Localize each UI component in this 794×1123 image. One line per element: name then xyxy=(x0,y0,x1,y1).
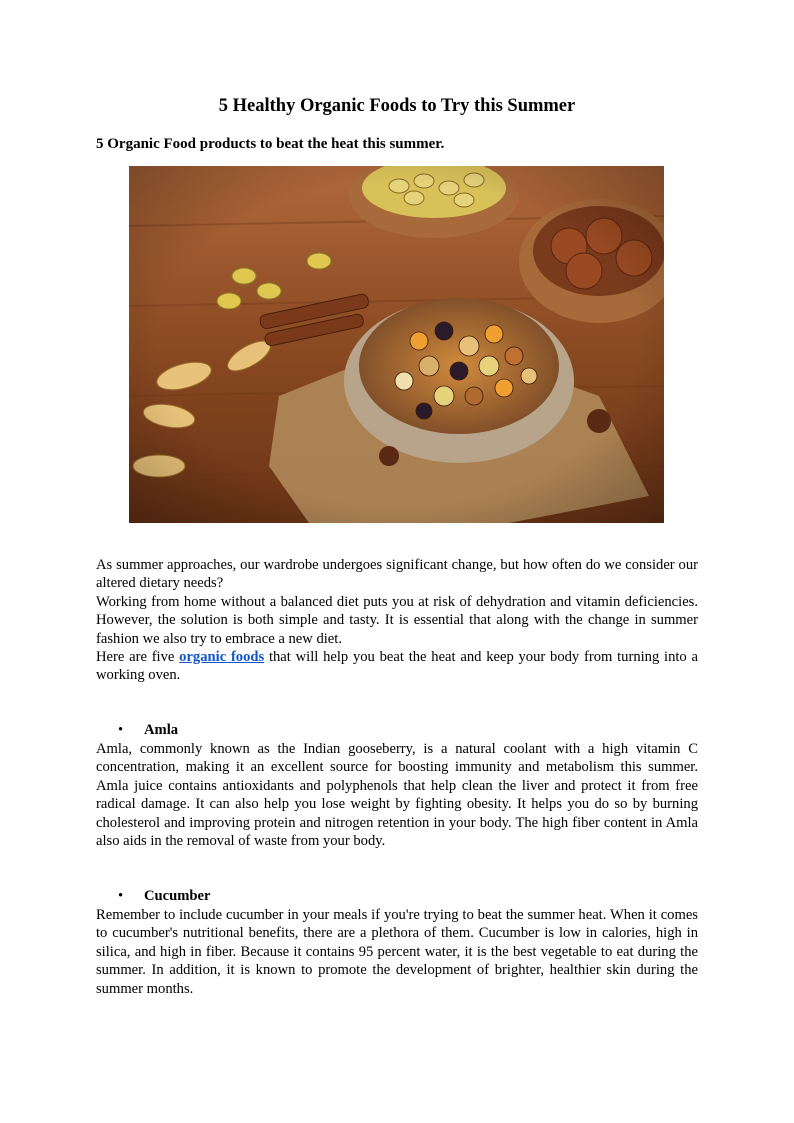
intro-text-run: that will help you beat the heat and keep your body from turning into a working oven. xyxy=(96,649,698,684)
intro-paragraph: Working from home without a balanced diet puts you at risk of dehydration and vitamin deficiencies. However, the solution is both simple and tasty. It is essential that along with the change in summer fashion we also try to embrace a new diet. xyxy=(96,593,698,647)
intro-paragraph: As summer approaches, our wardrobe undergoes significant change, but how often do we consider our altered dietary needs? xyxy=(96,557,698,592)
intro-paragraph xyxy=(96,648,698,685)
bullet-icon: • xyxy=(118,722,124,738)
organic-foods-link[interactable]: organic foods xyxy=(179,649,265,666)
intro-text-run: Here are five xyxy=(96,649,180,666)
section-heading-label: Cucumber xyxy=(144,888,211,904)
section-heading-amla xyxy=(118,721,178,739)
section-heading-label: Amla xyxy=(144,722,179,738)
bullet-icon: • xyxy=(118,888,124,904)
section-text-amla: Amla, commonly known as the Indian gooseberry, is a natural coolant with a high vitamin C concentration, making it an excellent source for boosting immunity and metabolism this summer. Amla juice contains antioxidants and polyphenols that help clean the liver and protect it from free radical damage. It can also help you lose weight by fighting obesity. It helps you do so by burning cholesterol and improving protein and nitrogen retention in your body. The high fiber content in Amla also aids in the removal of waste from your body. xyxy=(96,741,698,850)
intro-text xyxy=(96,556,698,685)
hero-image xyxy=(129,166,664,523)
page-subtitle: 5 Organic Food products to beat the heat this summer. xyxy=(96,136,445,152)
page-title: 5 Healthy Organic Foods to Try this Summer xyxy=(218,96,576,116)
section-heading-cucumber xyxy=(118,887,210,905)
section-text-cucumber: Remember to include cucumber in your meals if you're trying to beat the summer heat. When it comes to cucumber's nutritional benefits, there are a plethora of them. Cucumber is low in calories, high in silica, and high in fiber. Because it contains 95 percent water, it is the best vegetable to eat during the summer. In addition, it is known to promote the development of brighter, healthier skin during the summer months. xyxy=(96,907,698,997)
